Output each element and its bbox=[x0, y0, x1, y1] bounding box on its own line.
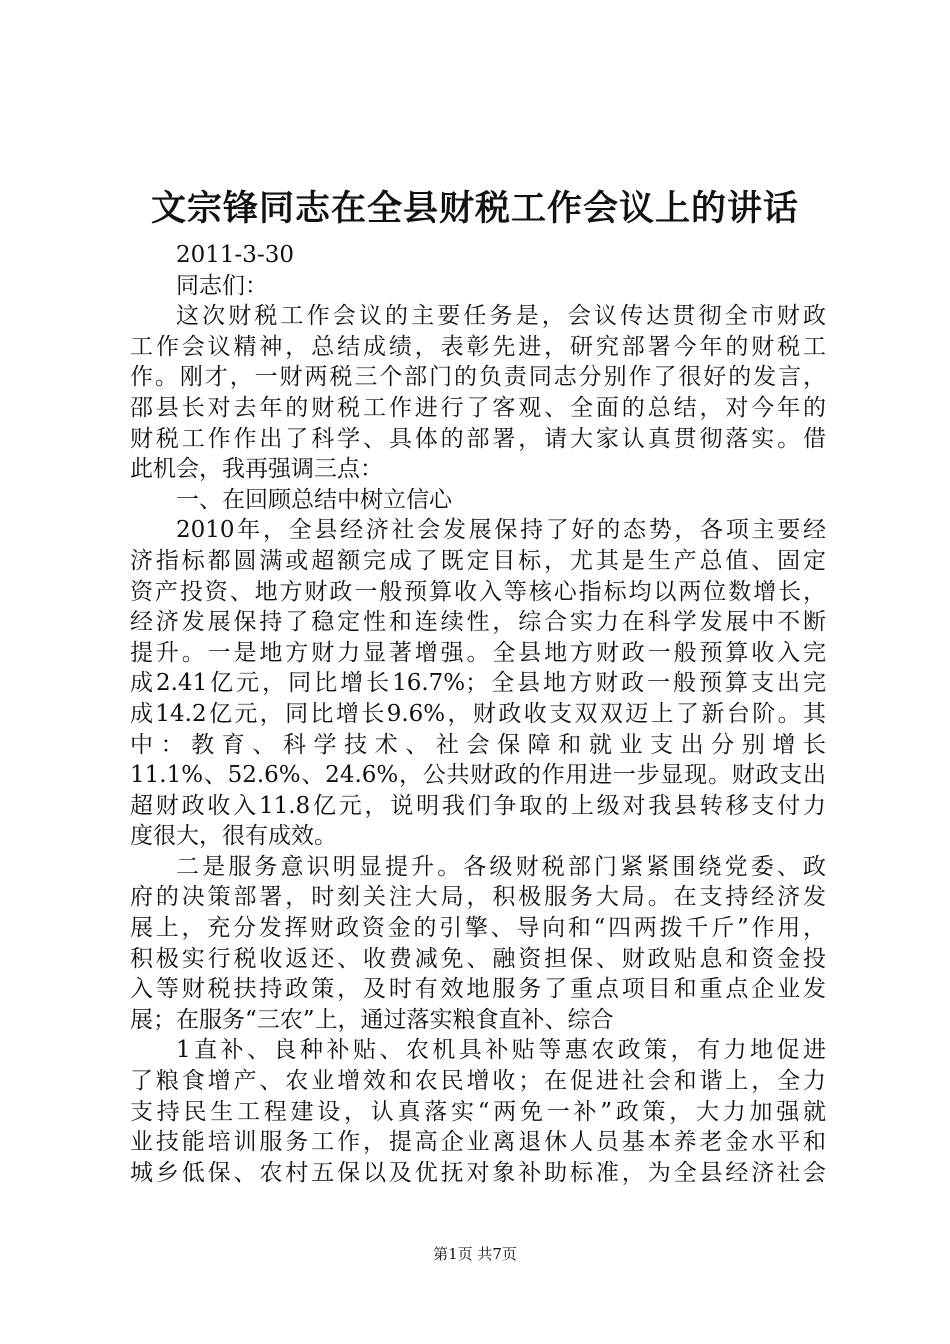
page-footer: 第1页 共7页 bbox=[433, 1245, 517, 1263]
text-line: 邵县长对去年的财税工作进行了客观、全面的总结，对今年的 bbox=[130, 394, 826, 421]
text-line: 1直补、良种补贴、农机具补贴等惠农政策，有力地促进 bbox=[176, 1037, 826, 1064]
text-line: 了粮食增产、农业增效和农民增收；在促进社会和谐上，全力 bbox=[130, 1068, 826, 1095]
text-line: 2011-3-30 bbox=[176, 242, 294, 268]
text-line: 作。刚才，一财两税三个部门的负责同志分别作了很好的发言， bbox=[130, 364, 826, 391]
page-title: 文宗锋同志在全县财税工作会议上的讲话 bbox=[150, 188, 799, 229]
text-line: 业技能培训服务工作，提高企业离退休人员基本养老金水平和 bbox=[130, 1129, 826, 1156]
text-line: 资产投资、地方财政一般预算收入等核心指标均以两位数增长， bbox=[130, 578, 826, 605]
text-line: 济指标都圆满或超额完成了既定目标，尤其是生产总值、固定 bbox=[130, 547, 826, 574]
text-line: 成2.41亿元，同比增长16.7%；全县地方财政一般预算支出完 bbox=[130, 670, 826, 697]
text-line: 成14.2亿元，同比增长9.6%，财政收支双双迈上了新台阶。其 bbox=[130, 700, 826, 727]
text-line: 支持民生工程建设，认真落实“两免一补”政策，大力加强就 bbox=[130, 1098, 826, 1125]
body-text bbox=[130, 240, 826, 1188]
text-line: 经济发展保持了稳定性和连续性，综合实力在科学发展中不断 bbox=[130, 609, 826, 636]
text-line: 城乡低保、农村五保以及优抚对象补助标准，为全县经济社会 bbox=[130, 1159, 826, 1186]
text-line: 这次财税工作会议的主要任务是，会议传达贯彻全市财政 bbox=[176, 303, 826, 330]
text-line: 此机会，我再强调三点： bbox=[130, 456, 383, 483]
text-line: 财税工作作出了科学、具体的部署，请大家认真贯彻落实。借 bbox=[130, 425, 826, 452]
text-line: 度很大，很有成效。 bbox=[130, 823, 337, 850]
text-line: 一、在回顾总结中树立信心 bbox=[176, 486, 452, 513]
text-line: 中：教育、科学技术、社会保障和就业支出分别增长 bbox=[130, 731, 826, 758]
text-line: 同志们： bbox=[176, 272, 268, 299]
text-line: 工作会议精神，总结成绩，表彰先进，研究部署今年的财税工 bbox=[130, 333, 826, 360]
text-line: 提升。一是地方财力显著增强。全县地方财政一般预算收入完 bbox=[130, 639, 826, 666]
text-line: 展；在服务“三农”上，通过落实粮食直补、综合 bbox=[130, 1006, 614, 1033]
text-line: 超财政收入11.8亿元，说明我们争取的上级对我县转移支付力 bbox=[130, 792, 826, 819]
text-line: 入等财税扶持政策，及时有效地服务了重点项目和重点企业发 bbox=[130, 976, 826, 1003]
text-line: 2010年，全县经济社会发展保持了好的态势，各项主要经 bbox=[176, 517, 826, 544]
text-line: 展上，充分发挥财政资金的引擎、导向和“四两拨千斤”作用， bbox=[130, 915, 826, 942]
text-line: 积极实行税收返还、收费减免、融资担保、财政贴息和资金投 bbox=[130, 945, 826, 972]
text-line: 二是服务意识明显提升。各级财税部门紧紧围绕党委、政 bbox=[176, 853, 826, 880]
text-line: 11.1%、52.6%、24.6%，公共财政的作用进一步显现。财政支出 bbox=[130, 762, 826, 789]
text-line: 府的决策部署，时刻关注大局，积极服务大局。在支持经济发 bbox=[130, 884, 826, 911]
